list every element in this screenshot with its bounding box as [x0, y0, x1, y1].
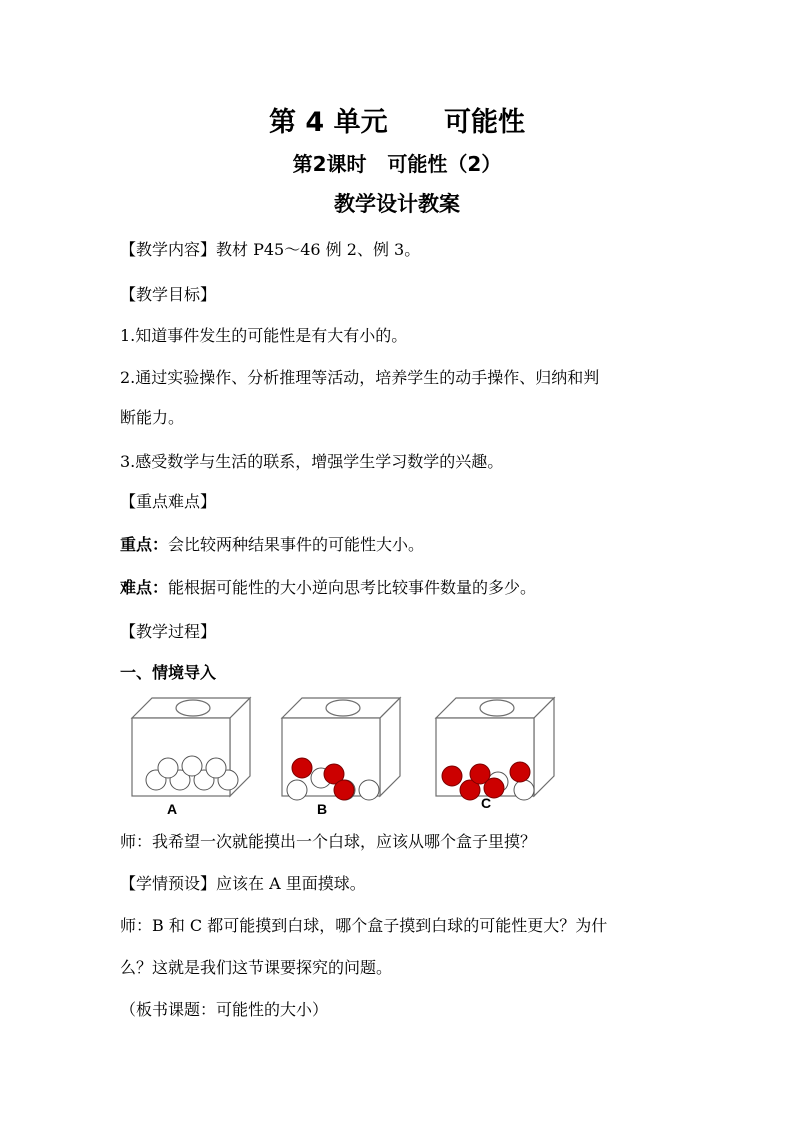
- key-point-line: [120, 535, 685, 555]
- goal-item-2: 2.通过实验操作、分析推理等活动，培养学生的动手操作、归纳和判: [120, 368, 600, 387]
- part1-title: 一、情境导入: [120, 663, 217, 682]
- white-ball: [206, 758, 226, 778]
- doc-title: 教学设计教案: [334, 192, 460, 216]
- red-ball: [510, 762, 530, 782]
- red-ball: [442, 766, 462, 786]
- teacher-question-1: 师：我希望一次就能摸出一个白球，应该从哪个盒子里摸？: [120, 832, 537, 851]
- box-a: [132, 698, 250, 817]
- box-label: A: [166, 801, 178, 817]
- goal-item-1: 1.知道事件发生的可能性是有大有小的。: [120, 326, 408, 345]
- key-point-text: 会比较两种结果事件的可能性大小。: [168, 535, 425, 554]
- goals-label: 【教学目标】: [120, 285, 217, 304]
- red-ball: [334, 780, 354, 800]
- process-label: 【教学过程】: [120, 622, 217, 641]
- content-line: [120, 240, 685, 260]
- teacher-question-2-cont: 么？这就是我们这节课要探究的问题。: [120, 958, 393, 977]
- box-b: [282, 698, 400, 817]
- ball-boxes-illustration: [120, 690, 565, 820]
- white-ball: [158, 758, 178, 778]
- content-label: 【教学内容】: [120, 240, 217, 259]
- difficult-point-line: [120, 578, 685, 598]
- goal-item-3: 3.感受数学与生活的联系，增强学生学习数学的兴趣。: [120, 452, 504, 471]
- prediction-line: [120, 874, 685, 894]
- white-ball: [287, 780, 307, 800]
- difficult-point-label: 难点：: [120, 578, 169, 597]
- teacher-question-2: 师：B 和 C 都可能摸到白球，哪个盒子摸到白球的可能性更大？为什: [120, 916, 608, 935]
- box-label: C: [480, 795, 492, 811]
- white-ball: [182, 756, 202, 776]
- key-points-label: 【重点难点】: [120, 492, 217, 511]
- red-ball: [292, 758, 312, 778]
- goal-item-2-cont: 断能力。: [120, 408, 185, 427]
- difficult-point-text: 能根据可能性的大小逆向思考比较事件数量的多少。: [168, 578, 537, 597]
- board-note: （板书课题：可能性的大小）: [120, 1000, 329, 1019]
- box-hole: [176, 700, 210, 716]
- lesson-title: 第2课时 可能性（2）: [292, 152, 502, 176]
- box-hole: [480, 700, 514, 716]
- box-label: B: [316, 801, 328, 817]
- unit-title: 第 4 单元 可能性: [269, 107, 525, 138]
- prediction-label: 【学情预设】: [120, 874, 217, 893]
- content-text: 教材 P45～46 例 2、例 3。: [216, 240, 421, 259]
- white-ball: [359, 780, 379, 800]
- white-ball: [514, 780, 534, 800]
- prediction-text: 应该在 A 里面摸球。: [216, 874, 366, 893]
- key-point-label: 重点：: [120, 535, 169, 554]
- box-c: [436, 698, 554, 811]
- box-hole: [326, 700, 360, 716]
